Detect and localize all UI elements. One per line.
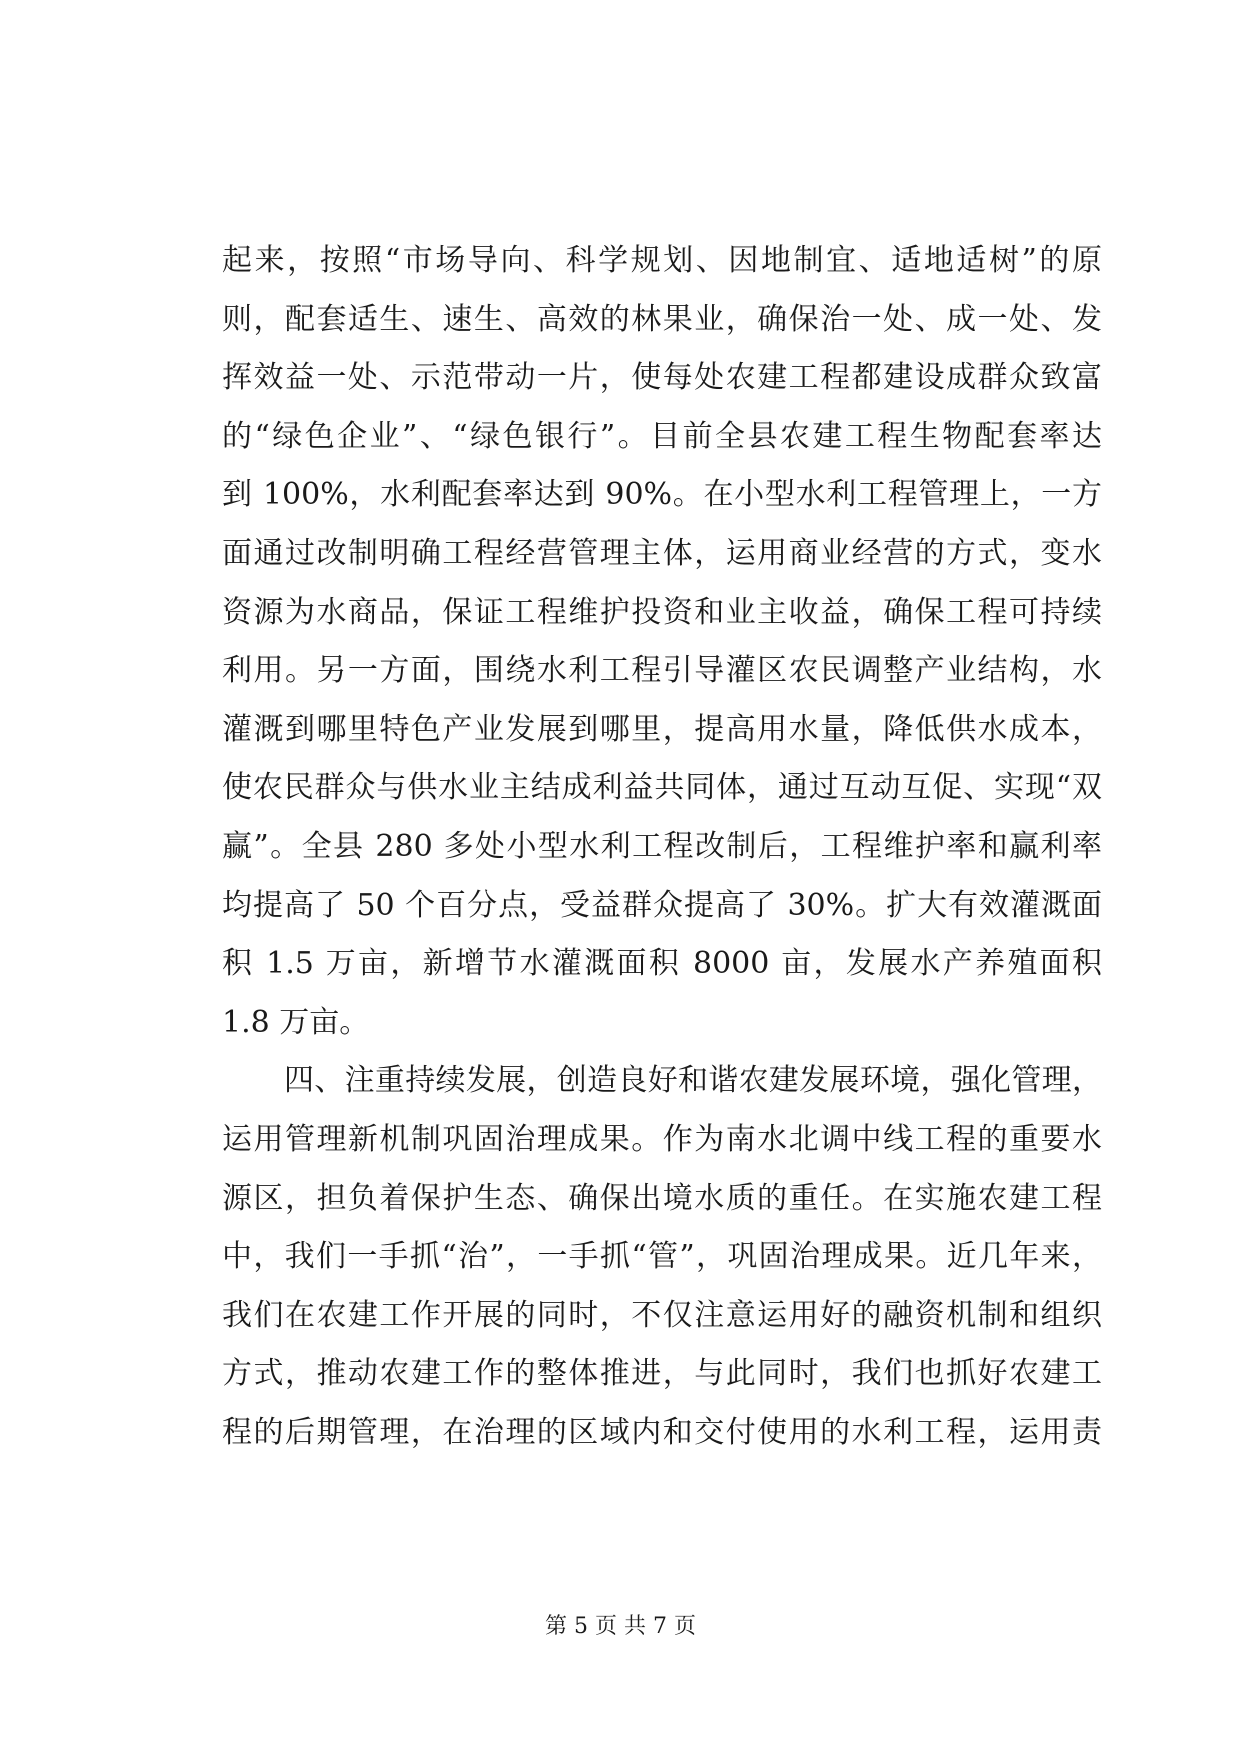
text-line: 面通过改制明确工程经营管理主体，运用商业经营的方式，变水 xyxy=(222,535,1102,571)
text-line: 积 1.5 万亩，新增节水灌溉面积 8000 亩，发展水产养殖面积 xyxy=(222,946,1102,982)
text-line: 使农民群众与供水业主结成利益共同体，通过互动互促、实现“双 xyxy=(222,770,1102,806)
page-number-label: 第 5 页 共 7 页 xyxy=(545,1614,696,1639)
text-line: 1.8 万亩。 xyxy=(222,1004,370,1040)
text-line: 运用管理新机制巩固治理成果。作为南水北调中线工程的重要水 xyxy=(222,1121,1102,1157)
text-line: 起来，按照“市场导向、科学规划、因地制宜、适地适树”的原 xyxy=(222,243,1102,278)
paragraph xyxy=(222,232,1102,1052)
text-line: 赢”。全县 280 多处小型水利工程改制后，工程维护率和赢利率 xyxy=(222,828,1102,864)
text-line: 的“绿色企业”、“绿色银行”。目前全县农建工程生物配套率达 xyxy=(222,418,1102,454)
text-line: 灌溉到哪里特色产业发展到哪里，提高用水量，降低供水成本， xyxy=(222,711,1102,747)
page-footer xyxy=(0,1612,1241,1642)
paragraph xyxy=(222,1052,1102,1462)
document-body xyxy=(222,232,1102,1462)
text-line: 到 100%，水利配套率达到 90%。在小型水利工程管理上，一方 xyxy=(222,477,1102,513)
text-line: 挥效益一处、示范带动一片，使每处农建工程都建设成群众致富 xyxy=(222,360,1102,396)
text-line: 方式，推动农建工作的整体推进，与此同时，我们也抓好农建工 xyxy=(222,1356,1102,1392)
text-line: 利用。另一方面，围绕水利工程引导灌区农民调整产业结构，水 xyxy=(222,653,1102,689)
text-line: 中，我们一手抓“治”，一手抓“管”，巩固治理成果。近几年来， xyxy=(222,1239,1102,1275)
text-line: 四、注重持续发展，创造良好和谐农建发展环境，强化管理， xyxy=(284,1063,1102,1099)
text-line: 程的后期管理，在治理的区域内和交付使用的水利工程，运用责 xyxy=(222,1414,1102,1450)
text-line: 则，配套适生、速生、高效的林果业，确保治一处、成一处、发 xyxy=(222,301,1102,337)
text-line: 资源为水商品，保证工程维护投资和业主收益，确保工程可持续 xyxy=(222,594,1102,630)
text-line: 均提高了 50 个百分点，受益群众提高了 30%。扩大有效灌溉面 xyxy=(222,887,1102,923)
text-line: 源区，担负着保护生态、确保出境水质的重任。在实施农建工程 xyxy=(222,1180,1102,1216)
text-line: 我们在农建工作开展的同时，不仅注意运用好的融资机制和组织 xyxy=(222,1297,1102,1333)
